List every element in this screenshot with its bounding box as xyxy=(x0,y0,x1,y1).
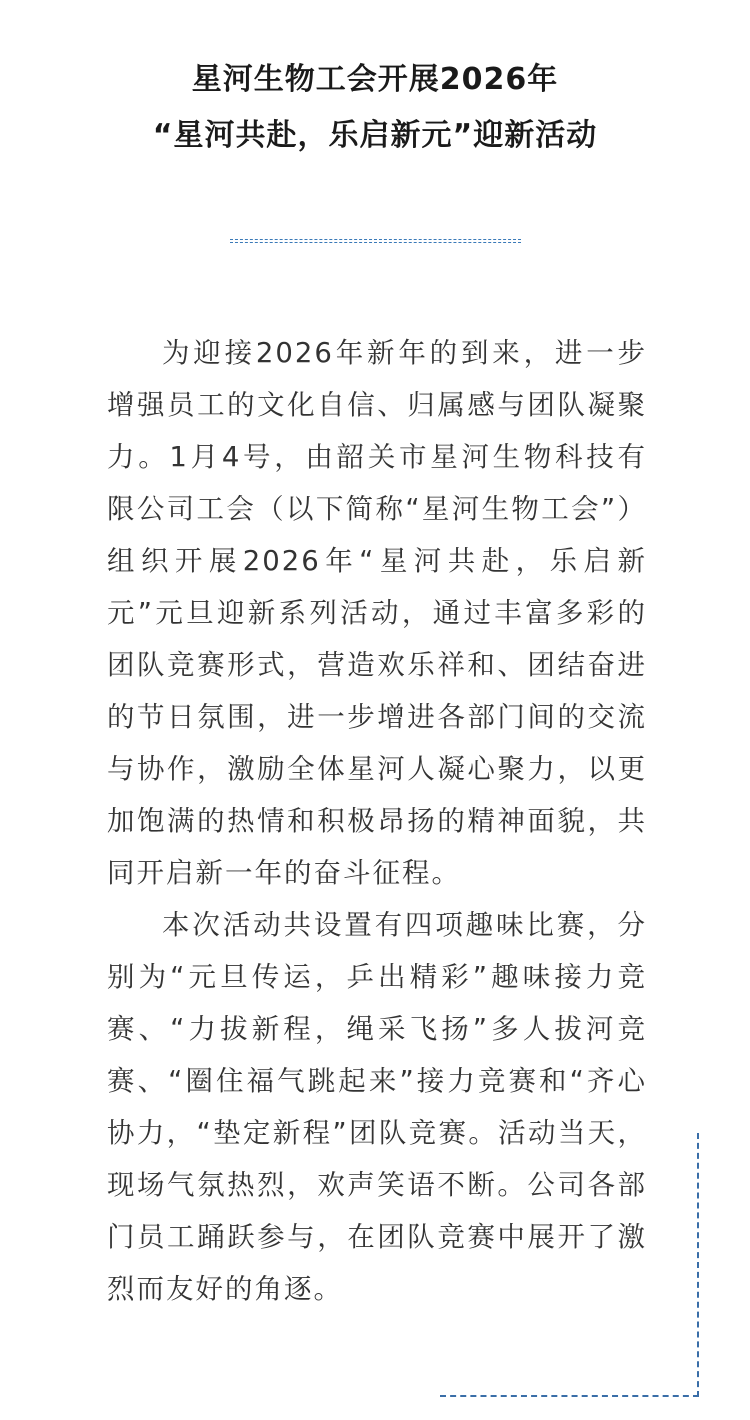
article-title-line-2: “星河共赴，乐启新元”迎新活动 xyxy=(152,118,598,153)
article-paragraph-1: 为迎接2026年新年的到来，进一步增强员工的文化自信、归属感与团队凝聚力。1月4号，由韶关市星河生物科技有限公司工会（以下简称“星河生物工会”）组织开展2026年“星河共赴，乐启新元”元旦迎新系列活动，通过丰富多彩的团队竞赛形式，营造欢乐祥和、团结奋进的节日氛围，进一步增进各部门间的交流与协作，激励全体星河人凝心聚力，以更加饱满的热情和积极昂扬的精神面貌，共同开启新一年的奋斗征程。 xyxy=(107,337,647,889)
title-divider xyxy=(230,239,521,243)
article-title-line-1: 星河生物工会开展2026年 xyxy=(191,62,559,97)
article-title xyxy=(0,52,750,164)
article-body xyxy=(107,327,647,1315)
article-paragraph-2: 本次活动共设置有四项趣味比赛，分别为“元旦传运，乒出精彩”趣味接力竞赛、“力拔新程，绳采飞扬”多人拔河竞赛、“圈住福气跳起来”接力竞赛和“齐心协力，“垫定新程”团队竞赛。活动当天，现场气氛热烈，欢声笑语不断。公司各部门员工踊跃参与，在团队竞赛中展开了激烈而友好的角逐。 xyxy=(107,909,647,1305)
